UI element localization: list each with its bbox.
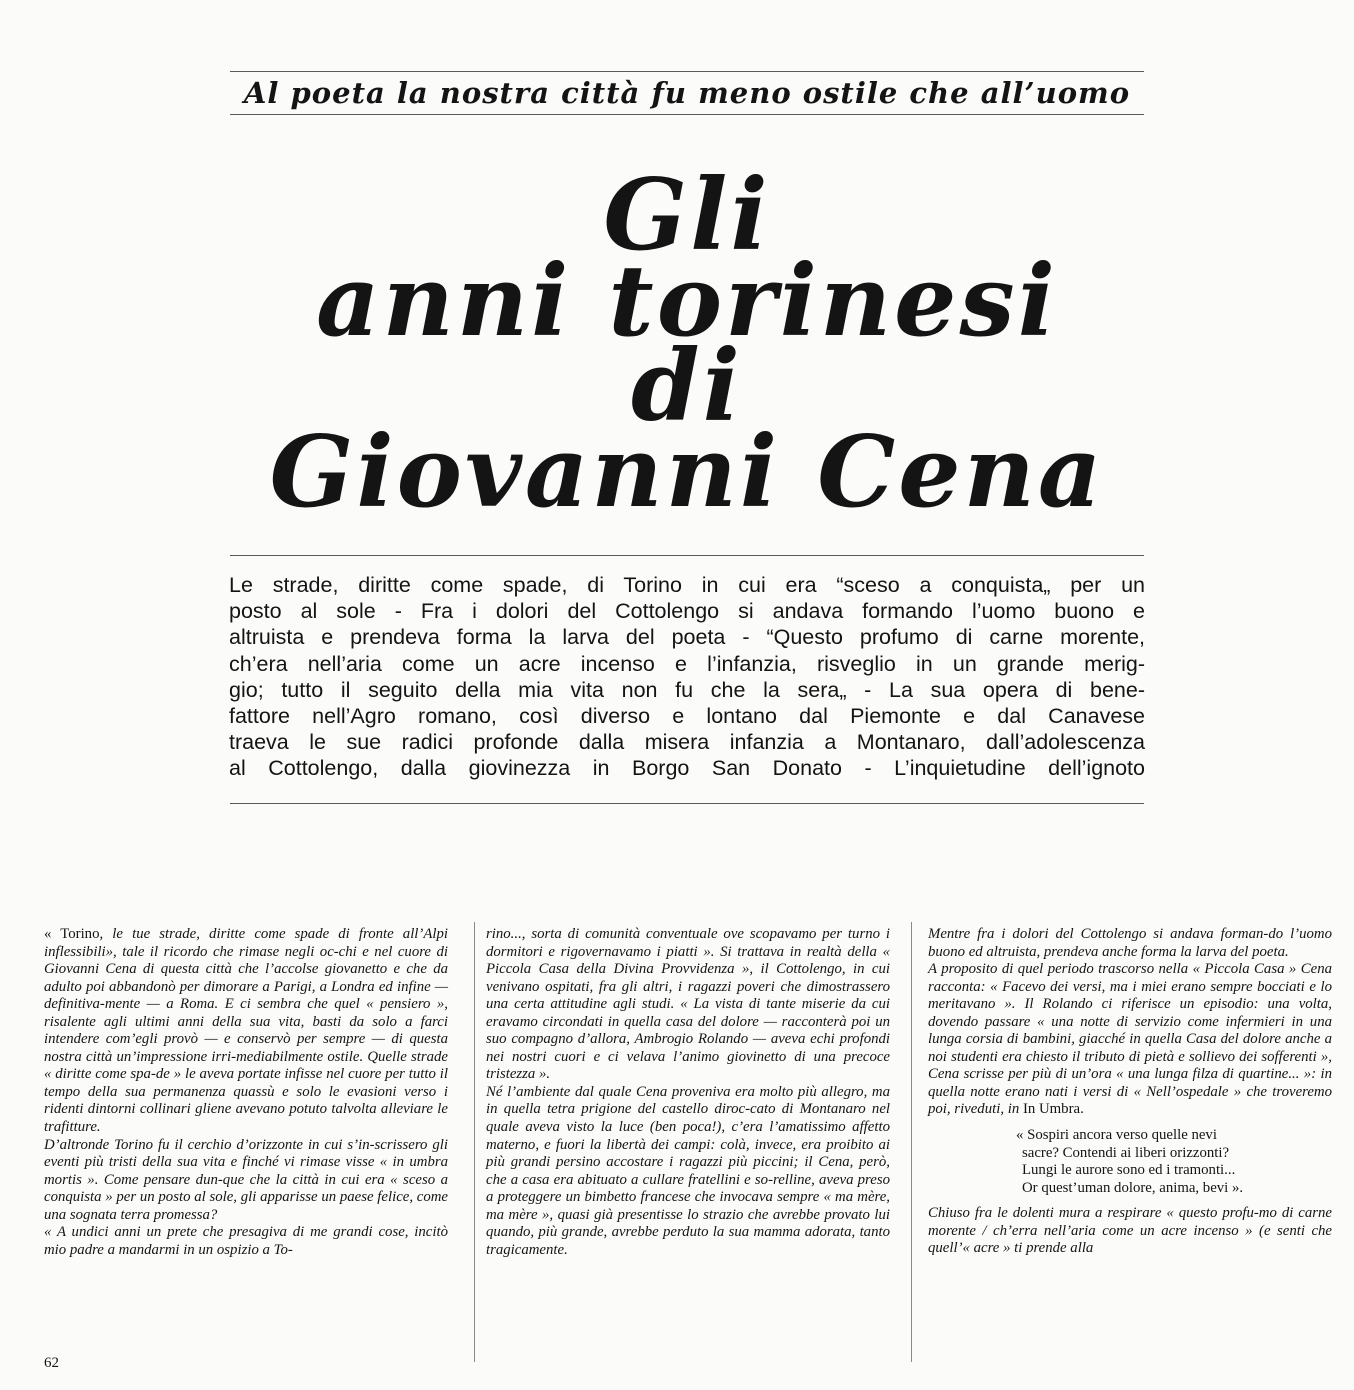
paragraph-text: A proposito di quel periodo trascorso nella « Piccola Casa » Cena racconta: « Facevo dei versi, ma i miei erano sempre bocciati e lo meritavano ». Il Rolando ci riferisce un episodio: una volta, dovendo passare « una notte di servizio come infermieri in una lunga corsia di bambini, giacché in quella Casa del dolore anche a noi studenti era chiesto il tributo di pietà e sollievo dei sofferenti », Cena scrisse per più di un’ora « una lunga filza di quartine... »: in quella notte erano nati i versi di « Nell’ospedale » che troveremo poi, riveduti, in xyxy=(928,961,1332,1118)
poem-line: Or quest’uman dolore, anima, bevi ». xyxy=(1022,1179,1244,1196)
summary-line: al Cottolengo, dalla giovinezza in Borgo San Donato - L’inquietudine dell’ignoto xyxy=(229,756,1145,781)
kicker-top-rule xyxy=(230,71,1144,72)
paragraph: Chiuso fra le dolenti mura a respirare « questo profu-mo di carne morente / ch’erra nell’aria come un acre incenso » (e senti che quell’« acre » ti prende alla xyxy=(928,1205,1332,1257)
kicker-bottom-rule xyxy=(230,114,1144,115)
paragraph xyxy=(44,926,448,1137)
poem-line: sacre? Contendi ai liberi orizzonti? xyxy=(1022,1144,1230,1161)
summary-line: posto al sole - Fra i dolori del Cottolengo si andava formando l’uomo buono e xyxy=(229,599,1145,624)
summary-line: fattore nell’Agro romano, così diverso e lontano dal Piemonte e dal Canavese xyxy=(229,704,1145,729)
poem-quote xyxy=(1016,1127,1332,1197)
page-number: 62 xyxy=(44,1355,59,1371)
title-line-1: Gli xyxy=(603,158,771,273)
book-title: In Umbra. xyxy=(1022,1101,1084,1118)
paragraph xyxy=(928,961,1332,1119)
summary-line: gio; tutto il seguito della mia vita non fu che la sera„ - La sua opera di bene- xyxy=(229,677,1145,702)
title-line-2: anni torinesi xyxy=(316,244,1058,359)
paragraph-text: le tue strade, diritte come spade di fronte all’Alpi inflessibili», tale il ricordo che rimase negli oc-chi e nel cuore di Giovanni Cena di questa città che l’accolse giovanetto e che da adulto poi abbandonò per dimorare a Parigi, a Londra ed infine — definitiva-mente — a Roma. E ci sembra che quel « pensiero », risalente agli ultimi anni della sua vita, basti da solo a farci intendere com’egli provò — e conservò per sempre — di questa nostra città un’impressione irri-mediabilmente ostile. Quelle strade « diritte come spa-de » le aveva portate infisse nel cuore per tutto il tempo della sua permanenza quassù e solo le evasioni verso i ridenti dintorni collinari gliene avevano potuto talvolta alleviare le trafitture. xyxy=(44,926,448,1136)
column-divider xyxy=(474,922,475,1362)
opening-quote: « Torino, xyxy=(44,926,104,942)
summary-line: traeva le sue radici profonde dalla misera infanzia a Montanaro, dall’adolescenza xyxy=(229,730,1145,755)
paragraph: Mentre fra i dolori del Cottolengo si andava forman-do l’uomo buono ed altruista, prendeva anche forma la larva del poeta. xyxy=(928,926,1332,960)
paragraph: « A undici anni un prete che presagiva di me grandi cose, incitò mio padre a mandarmi in un ospizio a To- xyxy=(44,1224,448,1258)
body-column-1 xyxy=(44,926,448,1259)
paragraph: rino..., sorta di comunità conventuale ove scopavamo per turno i dormitori e rigovernavamo i piatti ». Si trattava in realtà della « Piccola Casa della Divina Provvidenza », il Cottolengo, in cui venivano ospitati, fra gli altri, i ragazzi poveri che dimostrassero una certa attitudine agli studi. « La vista di tante miserie da cui eravamo circondati in quella casa del dolore — racconterà poi un suo compagno d’allora, Ambrogio Rolando — aveva echi profondi nei nostri cuori e ci velava l’animo giovinetto di una precoce tristezza ». xyxy=(486,926,890,1083)
paragraph: D’altronde Torino fu il cerchio d’orizzonte in cui s’in-scrissero gli eventi più tristi della sua vita e finché vi rimase visse « in umbra mortis ». Come pensare dun-que che la città in cui era « sceso a conquista » per un posto al sole, gli apparisse un paese felice, come una sognata terra promessa? xyxy=(44,1136,448,1223)
kicker-headline: Al poeta la nostra città fu meno ostile che all’uomo xyxy=(243,76,1131,110)
summary-line: ch’era nell’aria come un acre incenso e l’infanzia, risveglio in un grande merig- xyxy=(229,651,1145,676)
poem-line: « Sospiri ancora verso quelle nevi xyxy=(1016,1127,1217,1144)
title-line-4: Giovanni Cena xyxy=(269,415,1105,530)
paragraph: Né l’ambiente dal quale Cena proveniva era molto più allegro, ma in quella tetra prigione del castello diroc-cato di Montanaro nel quale aveva visto la luce (ben poca!), c’era l’amatissimo affetto materno, e fuori la libertà dei campi: colà, invece, era proibito ai più grandi persino accostare i ragazzi più piccini; il Cena, però, che a casa era abituato a cullare fratellini e so-relline, aveva preso a proteggere un bimbetto francese che invocava sempre « ma mère, ma mère », quasi già presentisse lo strazio che avrebbe provato lui quando, più grande, avrebbe perduto la sua mamma adorata, tanto tragicamente. xyxy=(486,1083,890,1258)
body-column-3 xyxy=(928,926,1332,1258)
summary-line: altruista e prendeva forma la larva del poeta - “Questo profumo di carne morente, xyxy=(229,625,1145,650)
body-column-2 xyxy=(486,926,890,1259)
title-line-3: di xyxy=(631,329,743,444)
summary-bottom-rule xyxy=(230,803,1144,804)
summary-top-rule xyxy=(230,555,1144,556)
column-divider xyxy=(911,922,912,1362)
poem-line: Lungi le aurore sono ed i tramonti... xyxy=(1022,1162,1236,1179)
summary-line: Le strade, diritte come spade, di Torino in cui era “sceso a conquista„ per un xyxy=(229,573,1145,597)
summary-text xyxy=(229,572,1145,782)
